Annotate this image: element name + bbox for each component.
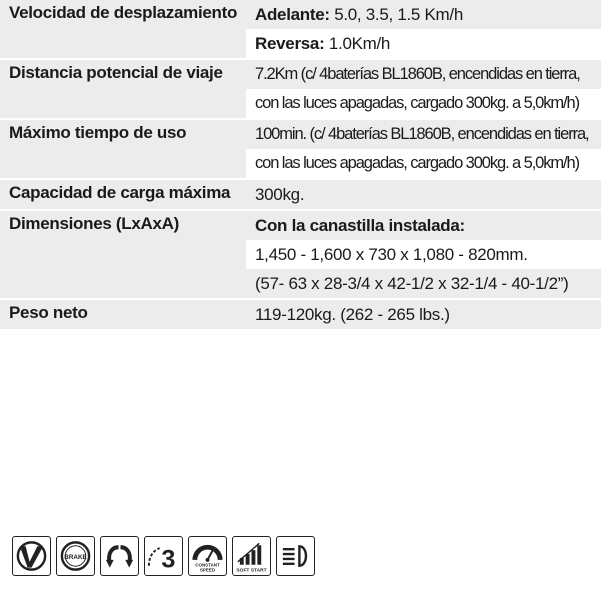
spec-label-dimensions: Dimensiones (LxAxA) bbox=[0, 211, 246, 298]
spec-value-max-time-line1: 100min. (c/ 4baterías BL1860B, encendidas en tierra, bbox=[246, 120, 601, 149]
reverse-arrows-icon bbox=[100, 536, 139, 576]
spec-label-distance: Distancia potencial de viaje bbox=[0, 60, 246, 118]
spec-value-weight: 119-120kg. (262 - 265 lbs.) bbox=[246, 300, 601, 329]
brake-icon-text: BRAKE bbox=[64, 553, 87, 561]
spec-row-max-time bbox=[0, 120, 601, 180]
spec-value-max-time-line2: con las luces apagadas, cargado 300kg. a 5,0km/h) bbox=[255, 154, 580, 172]
spec-value-capacity: 300kg. bbox=[246, 180, 601, 209]
brake-icon bbox=[56, 536, 95, 576]
battery-voltage-icon bbox=[12, 536, 51, 576]
spec-row-weight bbox=[0, 300, 601, 331]
spec-label-max-time: Máximo tiempo de uso bbox=[0, 120, 246, 178]
spec-label-capacity: Capacidad de carga máxima bbox=[0, 180, 246, 209]
spec-row-distance bbox=[0, 60, 601, 120]
constant-speed-icon-text-1: CONSTANT bbox=[195, 562, 220, 568]
spec-value-dimensions-line2: 1,450 - 1,600 x 730 x 1,080 - 820mm. bbox=[255, 245, 528, 264]
spec-label-weight: Peso neto bbox=[0, 300, 246, 329]
constant-speed-icon-text-2: SPEED bbox=[199, 567, 216, 573]
three-speed-icon-number: 3 bbox=[161, 545, 176, 574]
spec-row-dimensions bbox=[0, 211, 601, 300]
spec-label-speed: Velocidad de desplazamiento bbox=[0, 0, 246, 58]
spec-value-distance-line2: con las luces apagadas, cargado 300kg. a 5,0km/h) bbox=[255, 94, 580, 112]
spec-value-dimensions-line3: (57- 63 x 28-3/4 x 42-1/2 x 32-1/4 - 40-1/2”) bbox=[246, 269, 601, 298]
feature-icons bbox=[12, 536, 315, 576]
spec-value-speed-reverse: Reversa: 1.0Km/h bbox=[255, 34, 391, 53]
spec-value-dimensions-line1: Con la canastilla instalada: bbox=[246, 211, 601, 240]
soft-start-icon bbox=[232, 536, 271, 576]
soft-start-icon-text: SOFT START bbox=[236, 568, 267, 574]
spec-row-capacity bbox=[0, 180, 601, 211]
spec-value-speed-forward: Adelante: 5.0, 3.5, 1.5 Km/h bbox=[246, 0, 601, 29]
spec-value-distance-line1: 7.2Km (c/ 4baterías BL1860B, encendidas en tierra, bbox=[246, 60, 601, 89]
three-speed-icon bbox=[144, 536, 183, 576]
constant-speed-icon bbox=[188, 536, 227, 576]
headlight-icon bbox=[276, 536, 315, 576]
spec-row-speed bbox=[0, 0, 601, 60]
